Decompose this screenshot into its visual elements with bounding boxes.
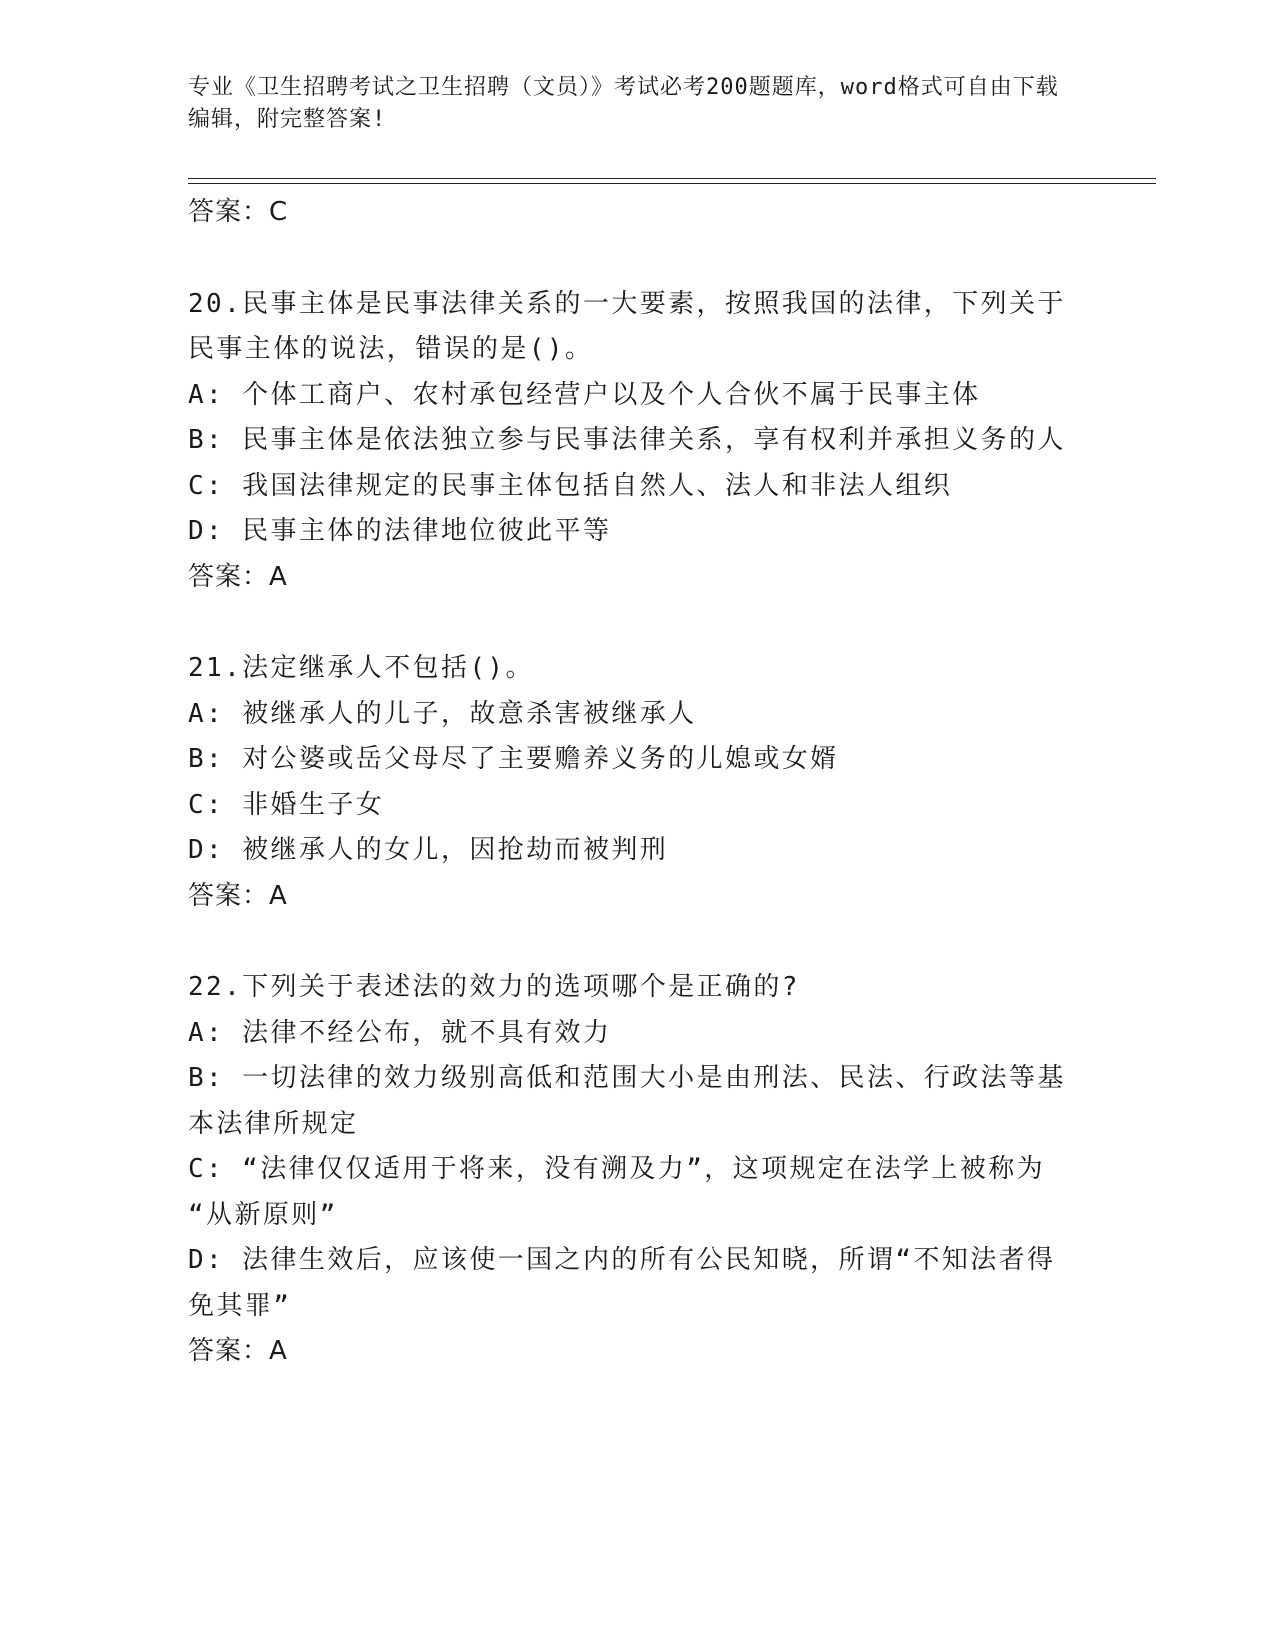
answer: 答案：A bbox=[188, 561, 288, 592]
option-d: D: 民事主体的法律地位彼此平等 bbox=[188, 516, 612, 546]
option-c: C: 我国法律规定的民事主体包括自然人、法人和非法人组织 bbox=[188, 470, 953, 501]
option-b: B: 一切法律的效力级别高低和范围大小是由刑法、民法、行政法等基 bbox=[188, 1063, 1066, 1093]
spacer bbox=[188, 600, 1088, 646]
answer: 答案：A bbox=[188, 880, 288, 911]
option-d-continued: 免其罪” bbox=[188, 1290, 292, 1321]
question-stem-continued: 民事主体的说法，错误的是()。 bbox=[188, 334, 594, 364]
header-text: 专业《卫生招聘考试之卫生招聘（文员）》考试必考200题题库，word格式可自由下载编辑，附完整答案! bbox=[188, 75, 1059, 132]
question-21 bbox=[188, 646, 1088, 919]
option-c: C: “法律仅仅适用于将来，没有溯及力”，这项规定在法学上被称为 bbox=[188, 1154, 1046, 1184]
option-a: A: 法律不经公布，就不具有效力 bbox=[188, 1017, 612, 1048]
option-a: A: 被继承人的儿子，故意杀害被继承人 bbox=[188, 698, 697, 729]
option-a: A: 个体工商户、农村承包经营户以及个人合伙不属于民事主体 bbox=[188, 379, 981, 410]
option-b-continued: 本法律所规定 bbox=[188, 1108, 359, 1139]
question-stem: 21.法定继承人不包括()。 bbox=[188, 653, 534, 683]
previous-answer: 答案：C bbox=[188, 197, 289, 227]
option-d: D: 被继承人的女儿，因抢劫而被判刑 bbox=[188, 835, 669, 865]
spacer bbox=[188, 919, 1088, 965]
header-rule-bottom bbox=[188, 183, 1156, 184]
question-20 bbox=[188, 282, 1088, 601]
question-stem: 22.下列关于表述法的效力的选项哪个是正确的? bbox=[188, 972, 800, 1002]
option-b: B: 民事主体是依法独立参与民事法律关系，享有权利并承担义务的人 bbox=[188, 425, 1066, 455]
option-c: C: 非婚生子女 bbox=[188, 789, 385, 820]
document-header bbox=[188, 72, 1068, 136]
question-22 bbox=[188, 965, 1088, 1375]
spacer bbox=[188, 236, 1088, 282]
question-stem: 20.民事主体是民事法律关系的一大要素，按照我国的法律，下列关于 bbox=[188, 288, 1066, 319]
option-b: B: 对公婆或岳父母尽了主要赡养义务的儿媳或女婿 bbox=[188, 744, 839, 774]
option-d: D: 法律生效后，应该使一国之内的所有公民知晓，所谓“不知法者得 bbox=[188, 1245, 1056, 1275]
option-c-continued: “从新原则” bbox=[188, 1199, 338, 1230]
answer: 答案：A bbox=[188, 1336, 288, 1366]
header-rule-top bbox=[188, 178, 1156, 179]
question-content bbox=[188, 190, 1088, 1375]
